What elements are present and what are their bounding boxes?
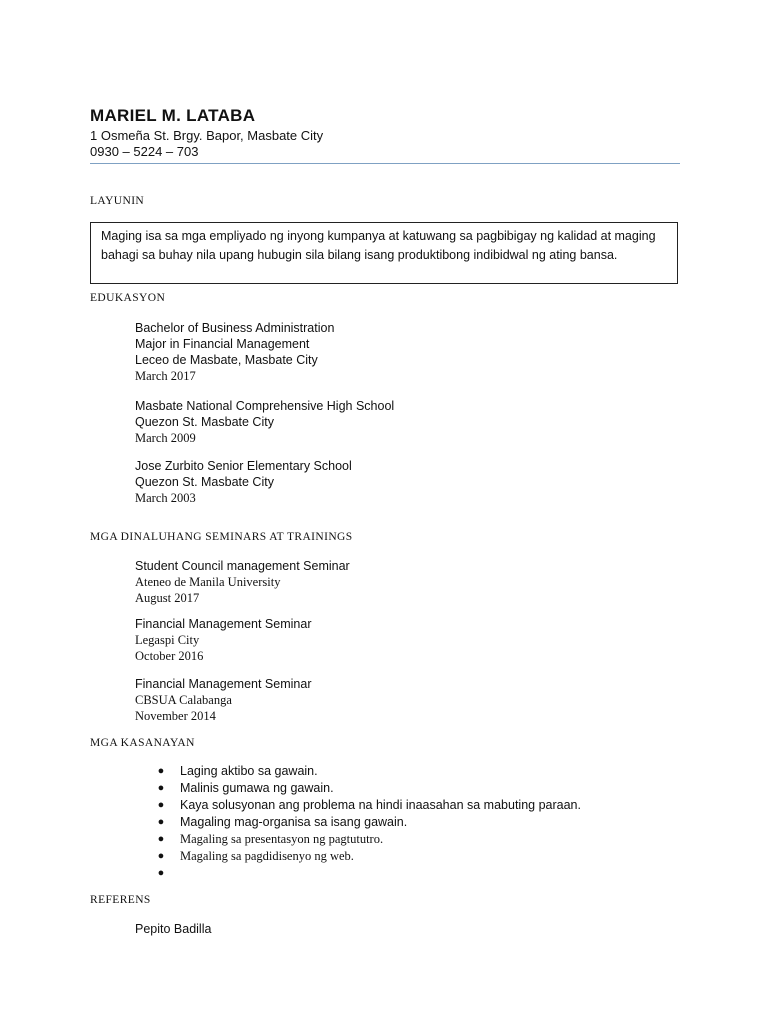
education-date: March 2003: [135, 491, 196, 505]
seminar-line: Ateneo de Manila University: [135, 575, 281, 589]
seminar-date: October 2016: [135, 649, 204, 663]
education-line: Jose Zurbito Senior Elementary School: [135, 459, 352, 473]
bullet-icon: ●: [157, 833, 165, 845]
education-line: Bachelor of Business Administration: [135, 321, 335, 335]
seminar-line: Legaspi City: [135, 633, 200, 647]
reference-name: Pepito Badilla: [135, 922, 212, 936]
seminar-entry: [135, 558, 350, 606]
list-item: [156, 831, 581, 848]
seminar-date: November 2014: [135, 709, 216, 723]
bullet-icon: ●: [157, 799, 165, 811]
seminar-line: CBSUA Calabanga: [135, 693, 232, 707]
list-item: [156, 763, 581, 780]
skill-text: Kaya solusyonan ang problema na hindi inaasahan sa mabuting paraan.: [180, 798, 581, 812]
objective-box: [90, 222, 678, 284]
education-line: Leceo de Masbate, Masbate City: [135, 353, 318, 367]
bullet-icon: ●: [157, 850, 165, 862]
list-item: [156, 780, 581, 797]
bullet-icon: ●: [157, 867, 165, 879]
skills-list: [156, 763, 581, 882]
section-heading-education: EDUKASYON: [90, 292, 166, 304]
skill-text: Laging aktibo sa gawain.: [180, 764, 318, 778]
education-line: Masbate National Comprehensive High School: [135, 399, 395, 413]
skill-text: Malinis gumawa ng gawain.: [180, 781, 334, 795]
header-divider: [90, 163, 680, 164]
section-heading-references: REFERENS: [90, 894, 151, 906]
skill-text: Magaling mag-organisa sa isang gawain.: [180, 815, 408, 829]
education-entry: [135, 458, 352, 506]
list-item: [156, 865, 581, 882]
applicant-phone: 0930 – 5224 – 703: [90, 144, 199, 159]
applicant-address: 1 Osmeña St. Brgy. Bapor, Masbate City: [90, 128, 324, 143]
seminar-entry: [135, 616, 311, 664]
section-heading-objective: LAYUNIN: [90, 195, 145, 207]
objective-text: Maging isa sa mga empliyado ng inyong kumpanya at katuwang sa pagbibigay ng kalidad at maging bahagi sa buhay nila upang hubugin sila bilang isang produktibong indibidwal ng ating bansa.: [101, 229, 656, 262]
list-item: [156, 814, 581, 831]
education-date: March 2009: [135, 431, 196, 445]
seminar-date: August 2017: [135, 591, 200, 605]
seminar-line: Student Council management Seminar: [135, 559, 350, 573]
education-line: Quezon St. Masbate City: [135, 415, 274, 429]
seminar-line: Financial Management Seminar: [135, 617, 312, 631]
seminar-line: Financial Management Seminar: [135, 677, 312, 691]
seminar-entry: [135, 676, 311, 724]
bullet-icon: ●: [157, 816, 165, 828]
section-heading-seminars: MGA DINALUHANG SEMINARS AT TRAININGS: [90, 531, 353, 543]
skill-text: Magaling sa presentasyon ng pagtututro.: [180, 832, 384, 846]
education-line: Major in Financial Management: [135, 337, 310, 351]
skill-text: Magaling sa pagdidisenyo ng web.: [180, 849, 354, 863]
bullet-icon: ●: [157, 782, 165, 794]
education-line: Quezon St. Masbate City: [135, 475, 274, 489]
bullet-icon: ●: [157, 765, 165, 777]
section-heading-skills: MGA KASANAYAN: [90, 737, 195, 749]
education-entry: [135, 320, 334, 384]
applicant-name: MARIEL M. LATABA: [90, 106, 256, 125]
education-entry: [135, 398, 394, 446]
list-item: [156, 797, 581, 814]
list-item: [156, 848, 581, 865]
education-date: March 2017: [135, 369, 196, 383]
